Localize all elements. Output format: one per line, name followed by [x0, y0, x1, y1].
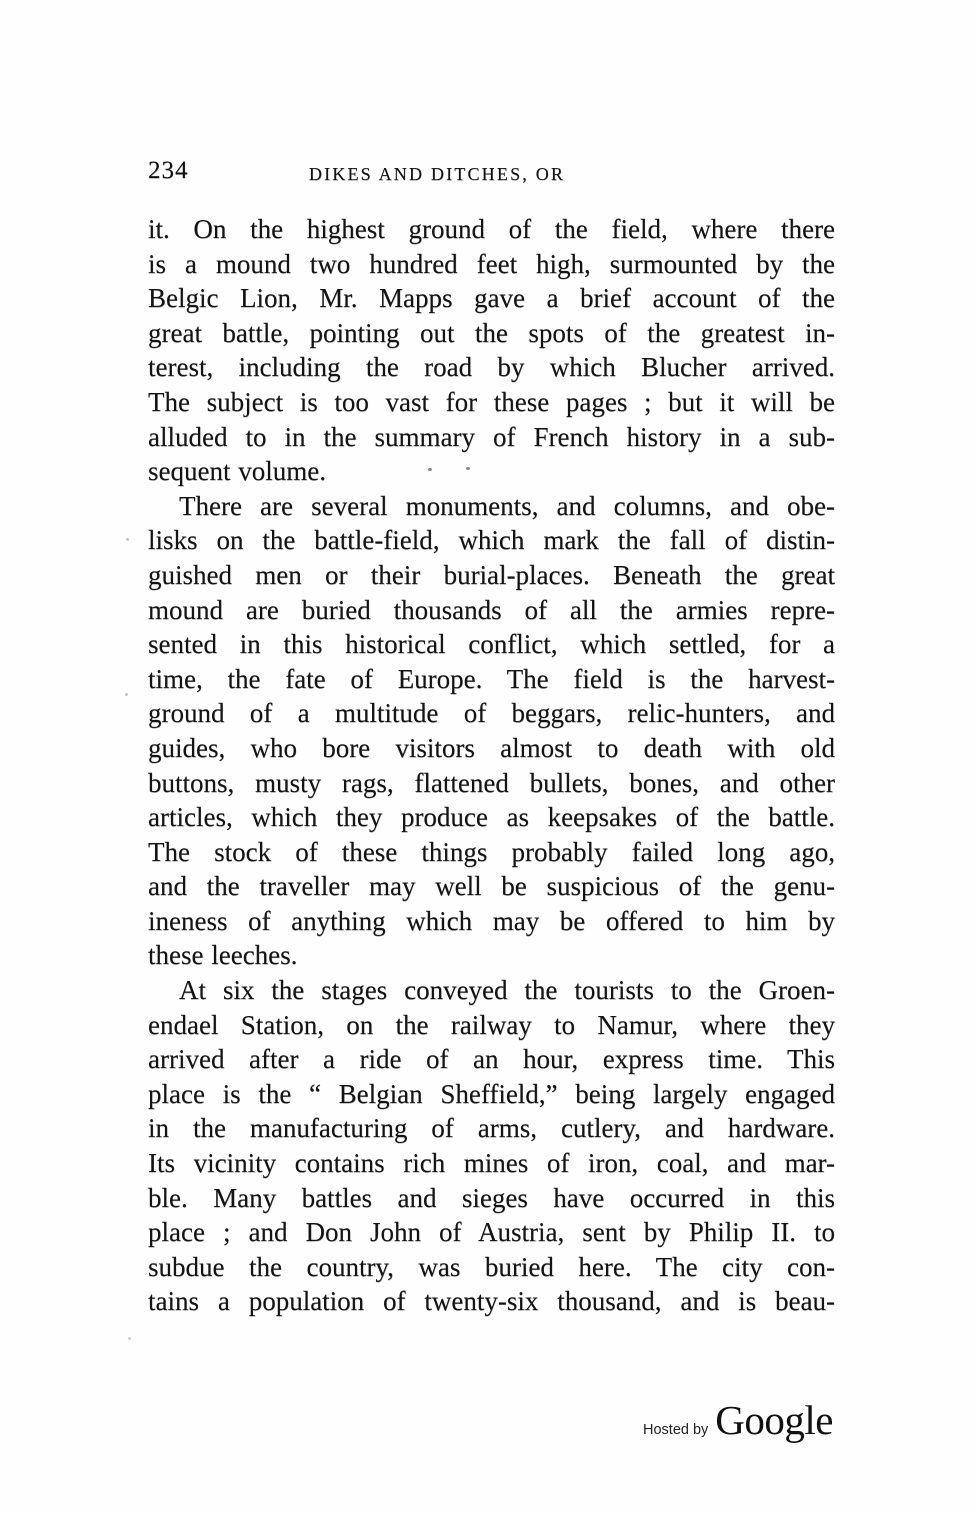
text-line: The stock of these things probably failed long ago,	[148, 836, 835, 867]
text-line: arrived after a ride of an hour, express time. This	[148, 1044, 835, 1075]
text-line: At six the stages conveyed the tourists to the Groen-	[179, 975, 835, 1006]
google-logo: Google	[715, 1397, 833, 1443]
text-line: buttons, musty rags, flattened bullets, bones, and other	[148, 767, 835, 798]
text-block	[148, 212, 835, 1319]
text-line: place ; and Don John of Austria, sent by Philip II. to	[148, 1217, 835, 1248]
hosted-by-google-watermark	[643, 1396, 833, 1444]
text-line: and the traveller may well be suspicious of the genu-	[148, 871, 835, 902]
text-line: ble. Many battles and sieges have occurred in this	[148, 1182, 835, 1213]
text-line: subdue the country, was buried here. The city con-	[148, 1251, 835, 1282]
running-header-title: DIKES AND DITCHES, OR	[308, 164, 566, 184]
text-line: ground of a multitude of beggars, relic-hunters, and	[148, 698, 835, 729]
text-line: it. On the highest ground of the field, where there	[148, 214, 835, 244]
text-line: There are several monuments, and columns, and obe-	[179, 490, 835, 521]
scan-speck	[466, 467, 470, 470]
text-line: these leeches.	[148, 940, 298, 971]
text-line: articles, which they produce as keepsakes of the battle.	[148, 802, 835, 833]
scan-speck	[128, 1337, 131, 1340]
text-line: alluded to in the summary of French history in a sub-	[148, 421, 835, 452]
hosted-by-label: Hosted by	[643, 1422, 709, 1438]
text-line: place is the “ Belgian Sheffield,” being largely engaged	[148, 1078, 835, 1109]
text-line: terest, including the road by which Blucher arrived.	[148, 352, 835, 383]
text-line: ineness of anything which may be offered to him by	[148, 905, 835, 936]
text-line: is a mound two hundred feet high, surmounted by the	[148, 248, 835, 279]
text-line: sented in this historical conflict, which settled, for a	[148, 629, 835, 660]
text-line: Its vicinity contains rich mines of iron, coal, and mar-	[148, 1148, 835, 1179]
text-line: guides, who bore visitors almost to death with old	[148, 732, 835, 763]
text-line: great battle, pointing out the spots of the greatest in-	[148, 317, 835, 348]
text-line: sequent volume.	[148, 456, 326, 487]
scan-speck	[428, 468, 432, 471]
scan-speck	[126, 538, 129, 541]
text-line: endael Station, on the railway to Namur, where they	[148, 1009, 835, 1040]
text-line: Belgic Lion, Mr. Mapps gave a brief account of the	[148, 283, 835, 314]
page-number: 234	[148, 157, 189, 184]
text-line: The subject is too vast for these pages ; but it will be	[148, 386, 835, 417]
text-line: in the manufacturing of arms, cutlery, and hardware.	[148, 1113, 835, 1144]
text-line: guished men or their burial-places. Beneath the great	[148, 559, 835, 590]
text-line: mound are buried thousands of all the armies repre-	[148, 594, 835, 625]
scan-speck	[125, 693, 128, 696]
text-line: time, the fate of Europe. The field is the harvest-	[148, 663, 835, 694]
text-line: lisks on the battle-field, which mark the fall of distin-	[148, 525, 835, 556]
text-line: tains a population of twenty-six thousand, and is beau-	[148, 1286, 835, 1317]
